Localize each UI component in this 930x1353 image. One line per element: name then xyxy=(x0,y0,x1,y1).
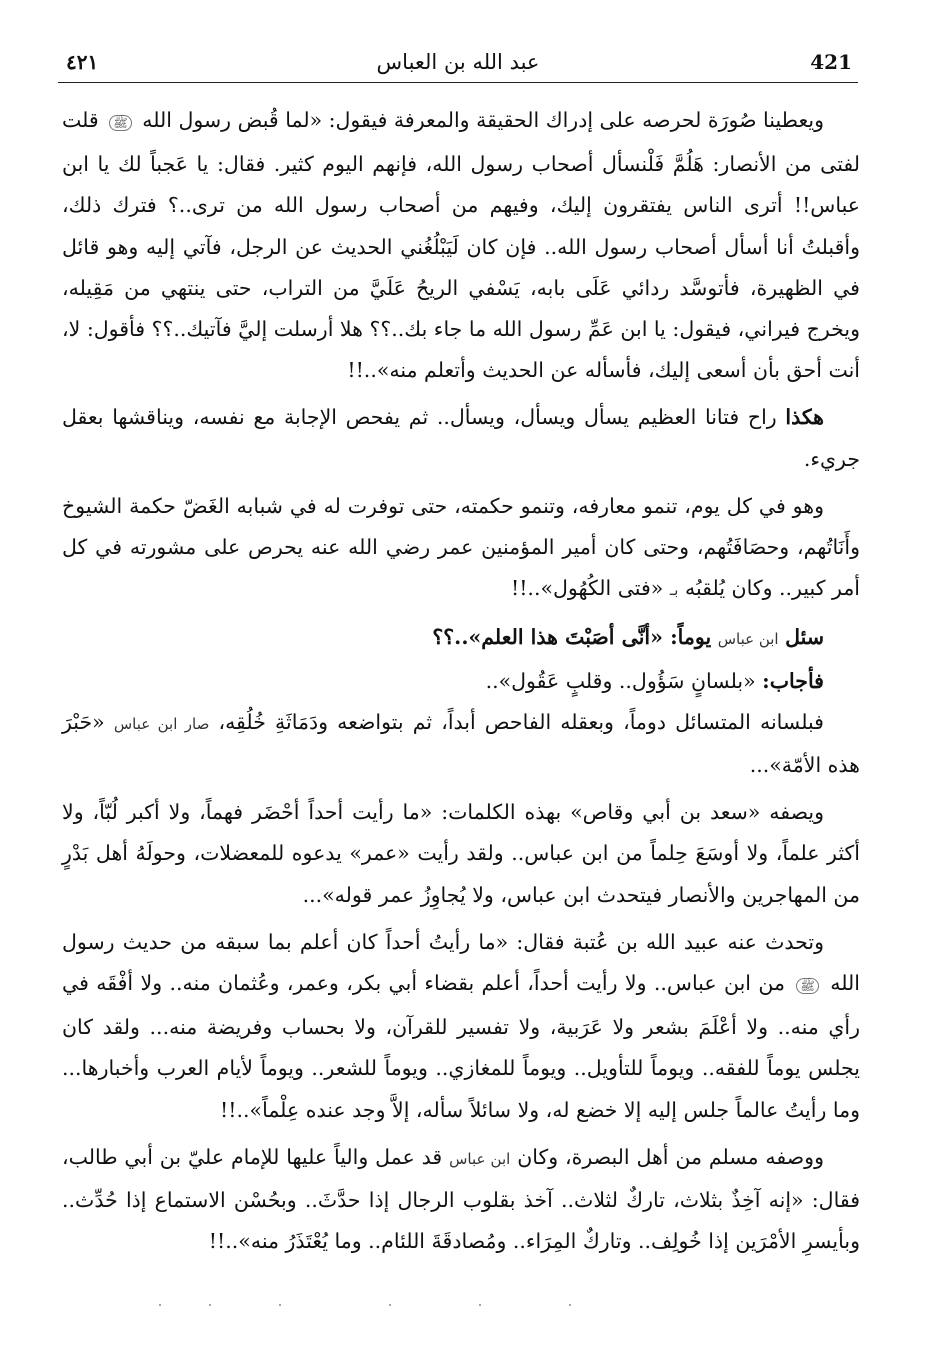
page-number-arabic: ٤٢١ xyxy=(66,50,99,74)
question-lead: سئل xyxy=(785,625,824,650)
noise-dot xyxy=(569,1304,571,1306)
page-number: 421 xyxy=(810,50,852,74)
page-header xyxy=(58,46,858,83)
question-subject: ابن عباس xyxy=(717,630,779,649)
noise-dot xyxy=(279,1304,281,1306)
paragraph-3-quote: «فتى الكُهُول»..!! xyxy=(510,576,664,601)
paragraph-1-text-b: قلت لفتى من الأنصار: هَلُمَّ فَلْنسأل أصحاب رسول الله، فإنهم اليوم كثير. فقال: يا عَجباً لك يا ابن عباس!! أترى الناس يفتقرون إليك، وفيهم من أصحاب رسول الله من ترى..؟ فترك ذلك، وأقبلتُ أنا أسأل أصحاب رسول الله.. فإن كان لَيَبْلُغُني الحديث عن الرجل، فآتي إليه وهو قائل في الظهيرة، فأتوسَّد ردائي عَلَى بابه، يَسْفي الريحُ عَلَيَّ من التراب، حتى ينتهي من مَقِيله، ويخرج فيراني، فيقول: يا ابن عَمِّ رسول الله ما جاء بك..؟؟ هلا أرسلت إليَّ فآتيك..؟؟ فأقول: لا، أنت أحق بأن أسعى إليك، فأسأله عن الحديث وأتعلم منه»..!! xyxy=(62,108,860,383)
paragraph-2-lead: هكذا xyxy=(785,405,824,430)
scan-noise-dots xyxy=(150,1300,650,1310)
paragraph-1 xyxy=(62,100,860,391)
noise-dot xyxy=(479,1304,481,1306)
question-line xyxy=(62,617,860,660)
paragraph-6 xyxy=(62,922,860,1131)
paragraph-7-subject: ابن عباس xyxy=(449,1149,511,1168)
paragraph-6-text-b: من ابن عباس.. ولا رأيت أحداً، أعلم بقضاء أبي بكر، وعمر، وعُثمان منه.. ولا أفْقَه في رأي منه.. ولا أعْلَمَ بشعر ولا عَرَبية، ولا تفسير للقرآن، ولا بحساب وفريضة منه... ولقد كان يجلس يوماً للفقه.. ويوماً للتأويل.. ويوماً للمغازي.. ويوماً للشعر.. ويوماً لأيام العرب وأخبارها... وما رأيتُ عالماً جلس إليه إلا خضع له، ولا سائلاً سأله، إلاَّ وجد عنده عِلْماً»..!! xyxy=(62,971,860,1122)
paragraph-6-text-a: وتحدث عنه عبيد الله بن عُتبة فقال: «ما رأيتُ أحداً كان أعلم بما سبقه من حديث رسول الله xyxy=(62,929,860,996)
page-body xyxy=(62,100,860,1268)
noise-dot xyxy=(389,1304,391,1306)
paragraph-2 xyxy=(62,397,860,479)
paragraph-7 xyxy=(62,1137,860,1263)
noise-dot xyxy=(209,1304,211,1306)
noise-dot xyxy=(159,1304,161,1306)
answer-text: «بلسانٍ سَؤُول.. وقلبٍ عَقُول».. xyxy=(485,668,756,693)
paragraph-3-preposition: بـ xyxy=(669,581,679,600)
paragraph-7-text-c: قد عمل والياً عليها للإمام عليّ بن أبي طالب، فقال: «إنه آخِذٌ بثلاث، تاركٌ لثلاث.. آخذ بقلوب الرجال إذا حدَّثَ.. وبحُسْن الاستماع إذا حُدِّث.. وبأيسرِ الأمْرَين إذا خُولِف.. وتاركٌ المِرَاء.. ومُصادقَةَ اللئام.. وما يُعْتَذَرُ منه»..!! xyxy=(62,1144,860,1254)
paragraph-3 xyxy=(62,486,860,612)
paragraph-7-text-a: ووصفه مسلم من أهل البصرة، وكان xyxy=(517,1144,824,1169)
salutation-mark-icon: ﷺ xyxy=(796,978,819,994)
paragraph-4 xyxy=(62,702,860,786)
paragraph-2-text: راح فتانا العظيم يسأل ويسأل، ويسأل.. ثم يفحص الإجابة مع نفسه، ويناقشها بعقل جريء. xyxy=(62,405,860,471)
paragraph-4-quote: «حَبْرَ هذه الأمّة»... xyxy=(62,709,860,778)
paragraph-5: ويصفه «سعد بن أبي وقاص» بهذه الكلمات: «ما رأيت أحداً أحْضَر فهماً، ولا أكبر لُبّاً، ولا أكثر علماً، ولا أوسَعَ حِلماً من ابن عباس.. ولقد رأيت «عمر» يدعوه للمعضلات، وحولَهُ أهل بَدْرٍ من المهاجرين والأنصار فيتحدث ابن عباس، ولا يُجاوِزُ عمر قوله»... xyxy=(62,800,860,907)
running-title: عبد الله بن العباس xyxy=(376,50,540,74)
paragraph-4-subject: صار ابن عباس xyxy=(113,714,210,733)
paragraph-3-text-a: وهو في كل يوم، تنمو معارفه، وتنمو حكمته، حتى توفرت له في شبابه الغَضّ حكمة الشيوخ وأَنَاتُهم، وحصَافَتُهم، وحتى كان أمير المؤمنين عمر رضي الله عنه يحرص على مشورته في كل أمر كبير.. وكان يُلقبُه xyxy=(62,493,860,601)
answer-line xyxy=(62,661,860,702)
question-text: يوماً: «أنَّى أصَبْتَ هذا العلم»..؟؟ xyxy=(432,625,712,650)
salutation-mark-icon: ﷺ xyxy=(109,115,132,131)
paragraph-4-text-a: فبلسانه المتسائل دوماً، وبعقله الفاحص أبداً، ثم بتواضعه ودَمَاثَةِ خُلُقِه، xyxy=(218,709,824,734)
answer-lead: فأجاب: xyxy=(762,668,824,693)
paragraph-1-text-a: ويعطينا صُورَة لحرصه على إدراك الحقيقة والمعرفة فيقول: «لما قُبض رسول الله xyxy=(142,108,824,132)
